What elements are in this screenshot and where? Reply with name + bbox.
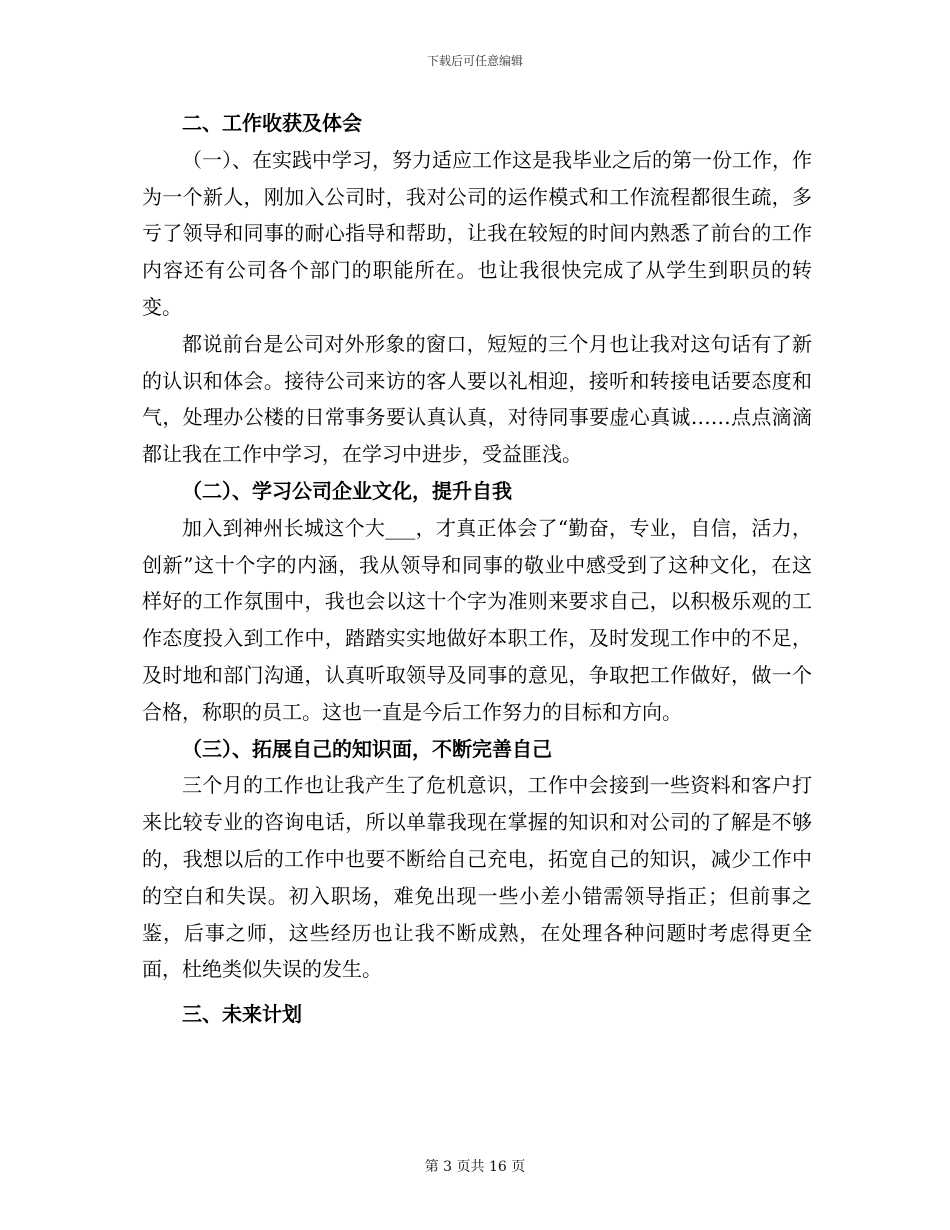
paragraph-front-desk: 都说前台是公司对外形象的窗口，短短的三个月也让我对这句话有了新的认识和体会。接待公司来访的客人要以礼相迎，接听和转接电话要态度和气，处理办公楼的日常事务要认真认真，对待同事要虚心真诚……点点滴滴都让我在工作中学习，在学习中进步，受益匪浅。 xyxy=(142,331,812,467)
section-heading-work-gains: 二、工作收获及体会 xyxy=(182,111,362,135)
subheading-company-culture: （二）、学习公司企业文化，提升自我 xyxy=(182,478,512,503)
paragraph-company-culture: 加入到神州长城这个大___，才真正体会了“勤奋，专业，自信，活力，创新”这十个字的内涵，我从领导和同事的敬业中感受到了这种文化，在这样好的工作氛围中，我也会以这十个字为准则来要求自己，以积极乐观的工作态度投入到工作中，踏踏实实地做好本职工作，及时发现工作中的不足，及时地和部门沟通，认真听取领导及同事的意见，争取把工作做好，做一个合格，称职的员工。这也一直是今后工作努力的目标和方向。 xyxy=(142,515,812,724)
page-footer: 第 3 页共 16 页 xyxy=(424,1159,526,1175)
section-heading-future-plan: 三、未来计划 xyxy=(182,1002,302,1027)
paragraph-learning-in-practice: （一）、在实践中学习，努力适应工作这是我毕业之后的第一份工作，作为一个新人，刚加入公司时，我对公司的运作模式和工作流程都很生疏，多亏了领导和同事的耐心指导和帮助，让我在较短的时间内熟悉了前台的工作内容还有公司各个部门的职能所在。也让我很快完成了从学生到职员的转变。 xyxy=(142,147,812,319)
page-header: 下载后可任意编辑 xyxy=(426,54,523,68)
paragraph-expand-knowledge: 三个月的工作也让我产生了危机意识，工作中会接到一些资料和客户打来比较专业的咨询电话，所以单靠我现在掌握的知识和对公司的了解是不够的，我想以后的工作中也要不断给自己充电，拓宽自己的知识，减少工作中的空白和失误。初入职场，难免出现一些小差小错需领导指正；但前事之鉴，后事之师，这些经历也让我不断成熟，在处理各种问题时考虑得更全面，杜绝类似失误的发生。 xyxy=(142,773,812,982)
subheading-expand-knowledge: （三）、拓展自己的知识面，不断完善自己 xyxy=(182,736,552,761)
document-body xyxy=(142,105,812,1033)
